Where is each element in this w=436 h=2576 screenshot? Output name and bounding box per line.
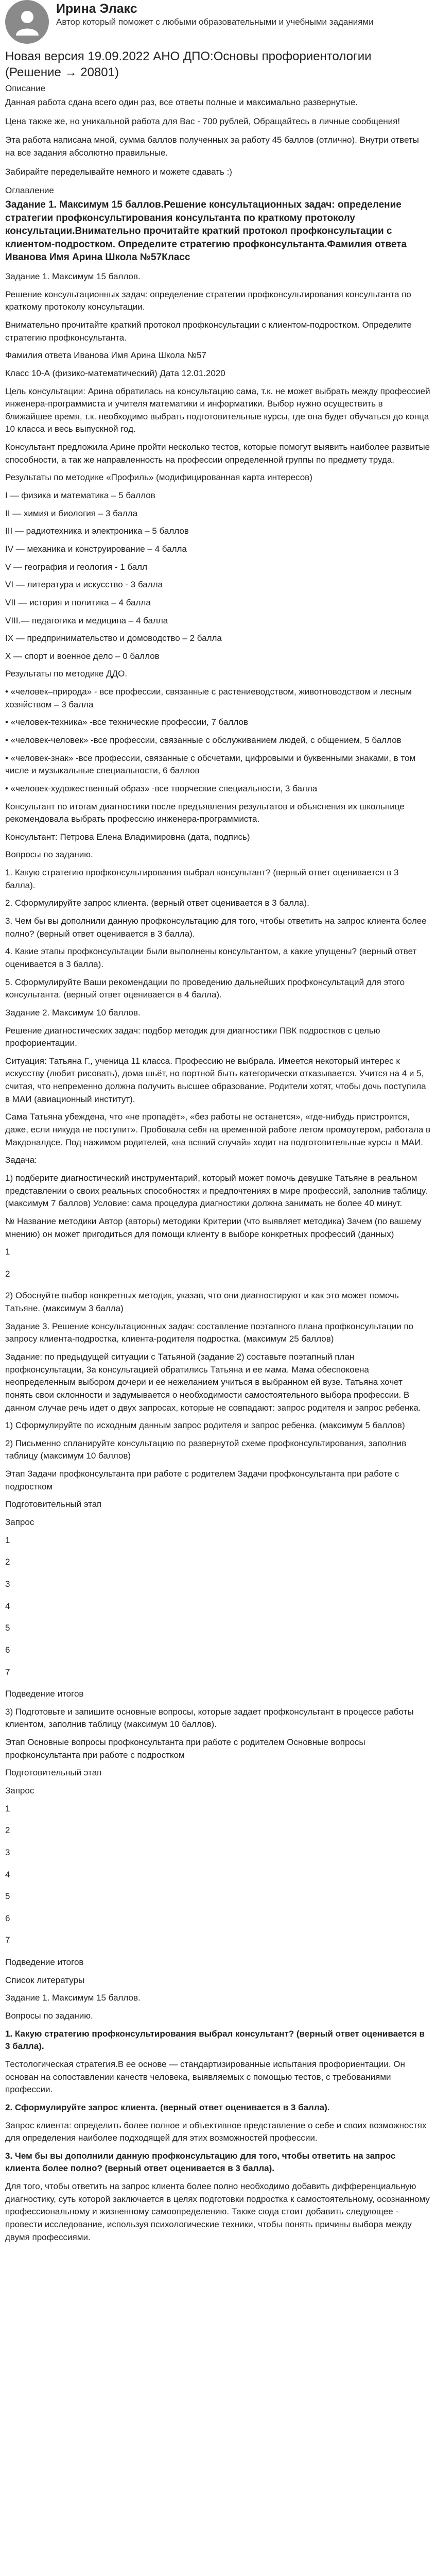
body-line: 6	[5, 1913, 10, 1923]
body-line: Задание 3. Решение консультационных задач: составление поэтапного плана профконсультации по запросу клиента-подростка, клиента-родителя подростка. (максимум 25 баллов)	[5, 1321, 414, 1344]
description-paragraph: Данная работа сдана всего один раз, все ответы полные и максимально развернутые.	[5, 97, 358, 108]
description-paragraph: Цена также же, но уникальной работа для Вас - 700 рублей, Обращайтесь в личные сообщения!	[5, 116, 400, 126]
body-line: 4. Какие этапы профконсультации были выполнены консультантом, а какие упущены? (верный ответ оценивается в 3 балла).	[5, 946, 417, 969]
body-line: • «человек–природа» - все профессии, связанные с растениеводством, животноводством и лесным хозяйством – 3 балла	[5, 687, 412, 709]
body-line: Запрос	[5, 1517, 34, 1528]
body-line: Этап Основные вопросы профконсультанта при работе с родителем Основные вопросы профконсультанта при работе с подростком	[5, 1737, 365, 1760]
author-info	[56, 0, 374, 28]
body-line: 3. Чем бы вы дополнили данную профконсультацию для того, чтобы ответить на запрос клиента более полно? (верный ответ оценивается в 3 балла).	[5, 916, 427, 939]
body-line: Этап Задачи профконсультанта при работе с родителем Задачи профконсультанта при работе с подростком	[5, 1469, 399, 1492]
document-body	[5, 270, 431, 2023]
toc-label: Оглавление	[5, 185, 54, 196]
body-line: IX — предпринимательство и домоводство – 2 балла	[5, 633, 222, 643]
body-line: 1. Какую стратегию профконсультирования выбрал консультант? (верный ответ оценивается в 3 балла).	[5, 868, 399, 890]
body-line: • «человек-знак» -все профессии, связанные с обсчетами, цифровыми и буквенными знаками, в том числе и музыкальные специальности, 6 баллов	[5, 753, 416, 776]
body-line: VIII.— педагогика и медицина – 4 балла	[5, 615, 168, 625]
body-line: 2	[5, 1557, 10, 1567]
body-line: Консультант предложила Арине пройти несколько тестов, которые помогут выявить наиболее развитые способности, а так же направленность на профессии определенной группы по предмету труда.	[5, 442, 430, 465]
body-line: 1) Сформулируйте по исходным данным запрос родителя и запрос ребенка. (максимум 5 баллов)	[5, 1420, 405, 1431]
body-line: 2) Письменно спланируйте консультацию по развернутой схеме профконсультирования, заполнив таблицу (максимум 10 баллов)	[5, 1438, 407, 1461]
body-line: Результаты по методике «Профиль» (модифицированная карта интересов)	[5, 472, 312, 483]
body-line: 2. Сформулируйте запрос клиента. (верный ответ оценивается в 3 балла).	[5, 898, 309, 908]
body-line: 7	[5, 1667, 10, 1677]
body-line: 1	[5, 1803, 10, 1814]
body-line: Подготовительный этап	[5, 1768, 102, 1778]
body-line: Список литературы	[5, 1975, 85, 1985]
body-line: • «человек-художественный образ» -все творческие специальности, 3 балла	[5, 783, 318, 793]
body-line: 2	[5, 1268, 10, 1279]
body-line: 1	[5, 1247, 10, 1257]
body-line: Задача:	[5, 1155, 37, 1165]
author-name[interactable]: Ирина Элакс	[56, 2, 137, 16]
body-line: Решение диагностических задач: подбор методик для диагностики ПВК подростков с целью профориентации.	[5, 1025, 380, 1048]
body-line: Задание 2. Максимум 10 баллов.	[5, 1007, 141, 1018]
body-line: 2	[5, 1825, 10, 1836]
body-line: Вопросы по заданию.	[5, 850, 93, 860]
body-line: Задание: по предыдущей ситуации с Татьяной (задание 2) составьте поэтапный план профконсультации, 3а консультацией обратились Татьяна и ее мама. Мама обеспокоена неопределенным выбором дочери и ее нежеланием учиться в выбранном ей вузе. Татьяна хочет понять свои склонности и задумывается о необходимости самостоятельного выбора профессии. В данном случае речь идет о двух запросах, которые не совпадают: запрос родителя и запрос ребенка.	[5, 1351, 421, 1413]
author-card	[5, 0, 431, 45]
answer-text: Запрос клиента: определить более полное и объективное представление о себе и своих возможностях для определения наиболее подходящей для этих возможностей профессии.	[5, 2120, 427, 2143]
answers-section	[5, 2028, 431, 2244]
body-line: Подведение итогов	[5, 1957, 84, 1968]
body-line: 1) подберите диагностический инструментарий, который может помочь девушке Татьяне в реальном представлении о своих реальных способностях и предпочтениях в мире профессий, заполнив таблицу. (максимум 7 баллов) Условие: сама процедура диагностики должна занимать не более 40 минут.	[5, 1173, 428, 1209]
answer-question: 3. Чем бы вы дополнили данную профконсультацию для того, чтобы ответить на запрос клиента более полно? (верный ответ оценивается в 3 балла).	[5, 2150, 396, 2174]
body-line: Класс 10-А (физико-математический) Дата 12.01.2020	[5, 368, 225, 378]
body-line: IV — механика и конструирование – 4 балла	[5, 544, 187, 554]
body-line: 7	[5, 1935, 10, 1945]
body-line: 5. Сформулируйте Ваши рекомендации по проведению дальнейших профконсультаций для этого консультанта. (верный ответ оценивается в 4 балла).	[5, 977, 405, 1000]
description-label: Описание	[5, 83, 46, 94]
body-line: Подготовительный этап	[5, 1499, 102, 1510]
answer-text: Тестологическая стратегия.В ее основе — стандартизированные испытания профориентации. Он основан на сопоставлении качеств человека, выявляемых с помощью тестов, с требованиями профессии.	[5, 2059, 405, 2095]
body-line: • «человек-человек» -все профессии, связанные с обслуживанием людей, с общением, 5 баллов	[5, 735, 402, 745]
body-line: 5	[5, 1623, 10, 1633]
body-line: Фамилия ответа Иванова Имя Арина Школа №57	[5, 350, 206, 361]
body-line: 2) Обоснуйте выбор конкретных методик, указав, что они диагностируют и как это может помочь Татьяне. (максимум 3 балла)	[5, 1291, 399, 1314]
answer-question: 1. Какую стратегию профконсультирования выбрал консультант? (верный ответ оценивается в 3 балла).	[5, 2028, 425, 2052]
body-line: 1	[5, 1535, 10, 1545]
body-line: 4	[5, 1601, 10, 1611]
body-line: 3	[5, 1579, 10, 1589]
body-line: 6	[5, 1645, 10, 1655]
body-line: Сама Татьяна убеждена, что «не пропадёт», «без работы не останется», «где-нибудь пристроится, даже, если никуда не поступит». Пробовала себя на временной работе летом промоутером, работала в Макдоналдсе. Под нажимом родителей, «на всякий случай» ходит на подготовительные курсы в МАИ.	[5, 1112, 431, 1147]
body-line: 3) Подготовьте и запишите основные вопросы, которые задает профконсультант в процессе работы клиентом, заполнив таблицу (максимум 10 баллов).	[5, 1706, 414, 1730]
body-line: V — география и геология - 1 балл	[5, 562, 148, 572]
description-paragraph: Эта работа написана мной, сумма баллов полученных за работу 45 баллов (отлично). Внутри ответы на все задания абсолютно правильные.	[5, 135, 419, 158]
body-line: Задание 1. Максимум 15 баллов.	[5, 1993, 141, 2003]
body-line: 3	[5, 1847, 10, 1857]
body-line: Решение консультационных задач: определение стратегии профконсультирования консультанта по краткому протоколу консультации.	[5, 289, 411, 312]
description-section	[5, 96, 431, 178]
body-line: Ситуация: Татьяна Г., ученица 11 класса. Профессию не выбрала. Имеется некоторый интерес к искусству (любит рисовать), дома шьёт, но портной быть категорически отказывается. Учится на 4 и 5, считая, что непременно должна получить высшее образование. Родители хотят, чтобы дочь поступила в МАИ (авиационный институт).	[5, 1056, 426, 1104]
body-line: • «человек-техника» -все технические профессии, 7 баллов	[5, 717, 248, 727]
body-line: Цель консультации: Арина обратилась на консультацию сама, т.к. не может выбрать между профессией инженера-программиста и учителя математики и информатики. Выбор нужно осуществить в ближайшее время, т.к. необходимо выбрать подготовительные курсы, где она будет обучаться до конца 10 класса и весь выпускной год.	[5, 386, 430, 434]
answer-text: Для того, чтобы ответить на запрос клиента более полно необходимо добавить дифференциальную диагностику, суть которой заключается в целях подготовки подростка к самостоятельному, осознанному профессиональному и жизненному самоопределению. Также сюда стоит добавить следующее - провести исследование, используя психологические техники, чтобы понять причины выбора между двумя профессиями.	[5, 2181, 430, 2242]
toc-title: Задание 1. Максимум 15 баллов.Решение консультационных задач: определение стратегии профконсультирования консультанта по краткому протоколу консультации.Внимательно прочитайте краткий протокол профконсультации с клиентом-подростком. Определите стратегию профконсультанта.Фамилия ответа Иванова Имя Арина Школа №57Класс	[5, 199, 407, 263]
body-line: № Название методики Автор (авторы) методики Критерии (что выявляет методика) Зачем (по вашему мнению) он может пригодиться для помощи клиенту в выборе конкретных профессий (данных)	[5, 1216, 422, 1239]
body-line: Запрос	[5, 1786, 34, 1795]
avatar[interactable]	[5, 0, 49, 44]
body-line: Внимательно прочитайте краткий протокол профконсультации с клиентом-подростком. Определите стратегию профконсультанта.	[5, 319, 412, 343]
body-line: Результаты по методике ДДО.	[5, 669, 128, 679]
body-line: III — радиотехника и электроника – 5 баллов	[5, 526, 189, 536]
body-line: Задание 1. Максимум 15 баллов.	[5, 272, 141, 282]
user-silhouette-icon	[12, 7, 43, 38]
body-line: 5	[5, 1891, 10, 1902]
description-paragraph: Забирайте переделывайте немного и можете сдавать :)	[5, 166, 232, 177]
body-line: 4	[5, 1869, 10, 1879]
answer-question: 2. Сформулируйте запрос клиента. (верный ответ оценивается в 3 балла).	[5, 2102, 330, 2112]
body-line: Подведение итогов	[5, 1689, 84, 1699]
body-line: Вопросы по заданию.	[5, 2011, 93, 2021]
body-line: Консультант: Петрова Елена Владимировна (дата, подпись)	[5, 832, 250, 842]
page-title: Новая версия 19.09.2022 АНО ДПО:Основы профориентологии (Решение → 20801)	[5, 49, 372, 80]
body-line: Консультант по итогам диагностики после предъявления результатов и объяснения их школьнице рекомендовала выбрать профессию инженера-программиста.	[5, 801, 405, 824]
body-line: X — спорт и военное дело – 0 баллов	[5, 651, 160, 661]
body-line: VI — литература и искусство - 3 балла	[5, 580, 163, 590]
body-line: VII — история и политика – 4 балла	[5, 597, 151, 607]
body-line: I — физика и математика – 5 баллов	[5, 490, 155, 501]
author-description: Автор который поможет с любыми образовательными и учебными заданиями	[56, 17, 374, 27]
body-line: II — химия и биология – 3 балла	[5, 508, 138, 518]
